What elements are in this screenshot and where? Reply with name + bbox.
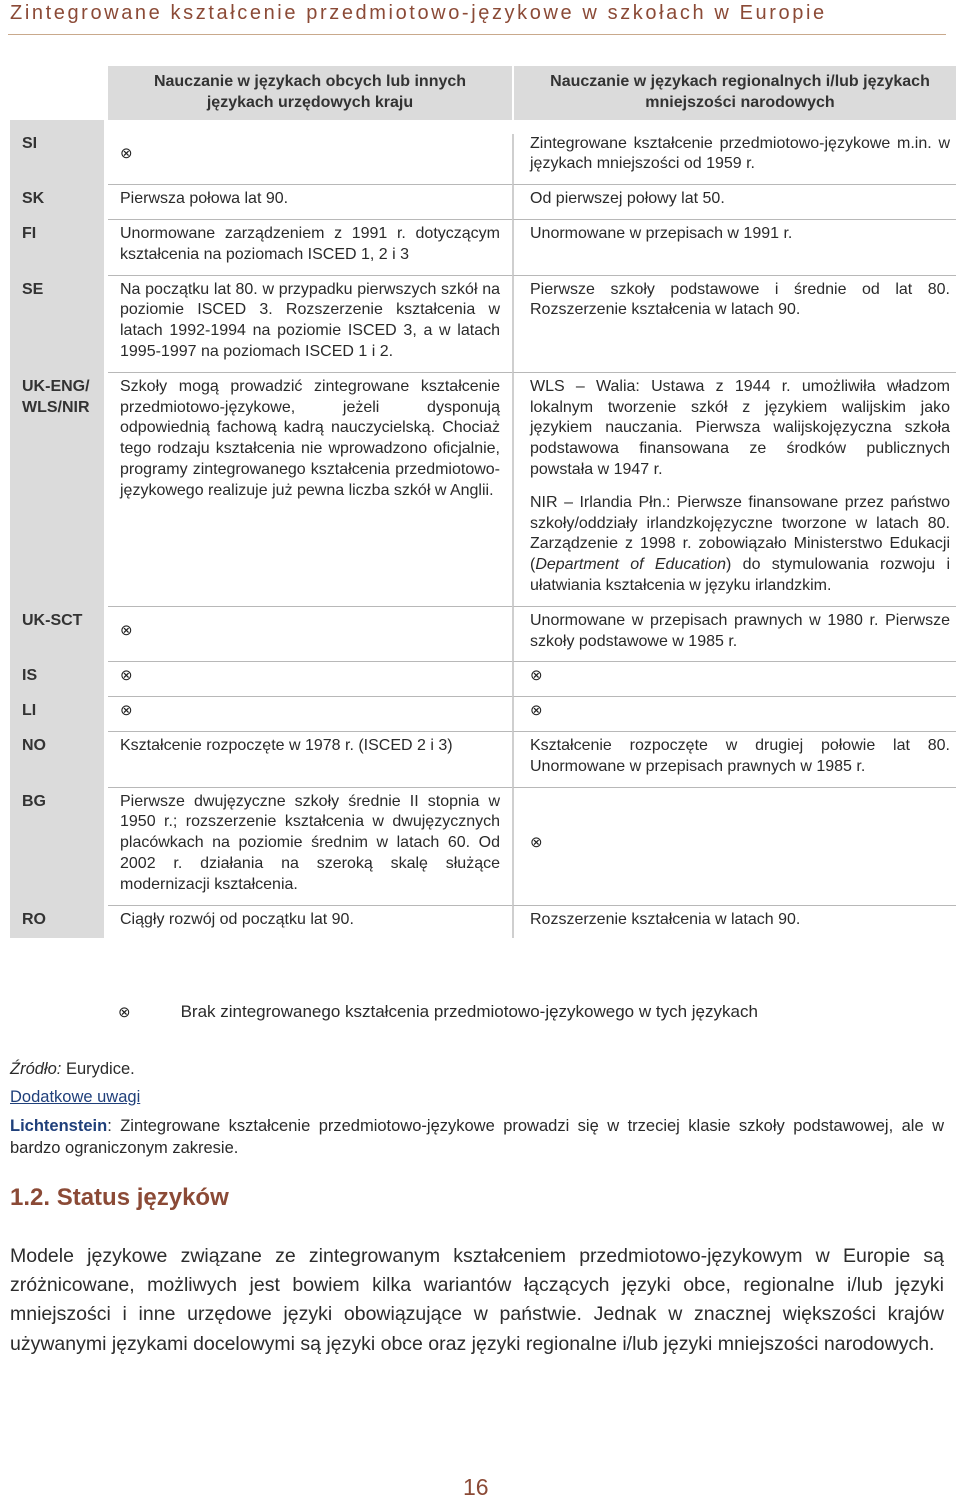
legend-text: Brak zintegrowanego kształcenia przedmiotowo-językowego w tych językach [180, 1002, 758, 1021]
table-row [10, 666, 956, 687]
nir-note: NIR – Irlandia Płn.: Pierwsze finansowane przez państwo szkoły/oddziały irlandzkojęzyczne tworzone w latach 80. Zarządzenie z 1998 r. zobowiązało Ministerstwo Edukacji (Department of Education) do stymulowania rozwoju i ułatwiania kształcenia w języku irlandzkim. [530, 493, 950, 594]
table-row [10, 189, 956, 210]
none-icon: ⊗ [120, 144, 133, 162]
country-code: NO [10, 736, 108, 778]
table-row [10, 611, 956, 653]
table-row [10, 224, 956, 266]
row-cell: Na początku lat 80. w przypadku pierwszych szkół na poziomie ISCED 3. Rozszerzenie kształcenia w latach 1992-1994 na poziomie ISCED 3, a w latach 1995-1997 na poziomach ISCED 1 i 2. [120, 280, 500, 360]
legend [118, 1002, 758, 1023]
country-code: SK [10, 189, 108, 210]
body-paragraph: Modele językowe związane ze zintegrowanym kształceniem przedmiotowo-językowym w Europie są zróżnicowane, możliwych jest bowiem kilka wariantów łączących języki obce, regionalne i/lub języki mniejszości i inne urzędowe języki obowiązujące w państwie. Jednak w znacznej większości krajów używanymi językami docelowymi są języki obce oraz języki regionalne i/lub języki mniejszości narodowych. [10, 1245, 944, 1355]
country-code: FI [10, 224, 108, 266]
table-row [10, 792, 956, 896]
row-cell: Zintegrowane kształcenie przedmiotowo-językowe m.in. w językach mniejszości od 1959 r. [512, 134, 956, 176]
row-cell: Unormowane zarządzeniem z 1991 r. dotyczącym kształcenia na poziomach ISCED 1, 2 i 3 [120, 224, 500, 263]
country-code: SI [10, 134, 108, 176]
additional-notes-link[interactable]: Dodatkowe uwagi [10, 1088, 141, 1106]
none-icon: ⊗ [120, 667, 133, 685]
country-code: IS [10, 666, 108, 687]
table-row [10, 736, 956, 778]
row-cell: Unormowane w przepisach w 1991 r. [512, 224, 956, 266]
row-cell: Pierwsza połowa lat 90. [120, 190, 289, 208]
source-label: Źródło: [10, 1060, 62, 1078]
row-cell: Kształcenie rozpoczęte w drugiej połowie lat 80. Unormowane w przepisach prawnych w 1985 r. [512, 736, 956, 778]
row-cell: Ciągły rozwój od początku lat 90. [120, 910, 354, 928]
country-code: LI [10, 701, 108, 722]
row-cell: Unormowane w przepisach prawnych w 1980 r. Pierwsze szkoły podstawowe w 1985 r. [512, 611, 956, 653]
country-code: UK-SCT [10, 611, 108, 653]
table-row [10, 701, 956, 722]
country-code: RO [10, 910, 108, 939]
note-liechtenstein [10, 1115, 944, 1159]
page-number: 16 [463, 1474, 489, 1500]
running-header: Zintegrowane kształcenie przedmiotowo-językowe w szkołach w Europie [10, 2, 827, 24]
table-row [10, 134, 956, 176]
note-text: : Zintegrowane kształcenie przedmiotowo-językowe prowadzi się w trzeciej klasie szkoły podstawowej, ale w bardzo ograniczonym zakresie. [10, 1117, 944, 1157]
col1-header: Nauczanie w językach obcych lub innych językach urzędowych kraju [108, 66, 512, 120]
none-icon: ⊗ [120, 702, 133, 720]
header-rule [8, 34, 946, 35]
row-cell: Szkoły mogą prowadzić zintegrowane kształcenie przedmiotowo-językowe, jeżeli dysponują odpowiednią fachową kadrą nauczycielską. Chociaż tego rodzaju kształcenia nie wprowadzono oficjalnie, programy zintegrowanego kształcenia przedmiotowo-językowego realizuje już pewna liczba szkół w Anglii. [120, 377, 500, 499]
table-row [10, 377, 956, 597]
clil-table [10, 66, 956, 938]
country-code: BG [10, 792, 108, 896]
section-title: 1.2. Status języków [10, 1184, 229, 1211]
row-cell [512, 377, 956, 597]
row-cell: Pierwsze szkoły podstawowe i średnie od lat 80. Rozszerzenie kształcenia w latach 90. [512, 280, 956, 363]
table-row [10, 910, 956, 939]
table-row [10, 280, 956, 363]
row-cell: Pierwsze dwujęzyczne szkoły średnie II stopnia w 1950 r.; rozszerzenie kształcenia w dwujęzycznych placówkach na poziomie średnim w latach 60. Od 2002 r. działania na szeroką skalę służące modernizacji kształcenia. [120, 792, 500, 893]
none-icon: ⊗ [118, 1004, 131, 1021]
col2-header: Nauczanie w językach regionalnych i/lub językach mniejszości narodowych [512, 66, 956, 120]
country-code: UK-ENG/ WLS/NIR [10, 377, 108, 597]
table-header-row [10, 66, 956, 120]
none-icon: ⊗ [530, 834, 543, 852]
none-icon: ⊗ [530, 667, 543, 685]
none-icon: ⊗ [530, 702, 543, 720]
note-label: Lichtenstein [10, 1117, 108, 1135]
row-cell: Od pierwszej połowy lat 50. [512, 189, 956, 210]
header-empty-cell [10, 66, 108, 120]
source-line [10, 1060, 135, 1079]
row-cell: Kształcenie rozpoczęte w 1978 r. (ISCED 2 i 3) [120, 736, 453, 754]
none-icon: ⊗ [120, 622, 133, 640]
wls-note: WLS – Walia: Ustawa z 1944 r. umożliwiła władzom lokalnym tworzenie szkół z językiem walijskim jako językiem nauczania. Pierwsza walijskojęzyczna szkoła podstawowa finansowana ze środków publicznych powstała w 1947 r. [530, 377, 950, 478]
country-code: SE [10, 280, 108, 363]
row-cell: Rozszerzenie kształcenia w latach 90. [512, 910, 956, 939]
source-value: Eurydice. [61, 1060, 135, 1078]
